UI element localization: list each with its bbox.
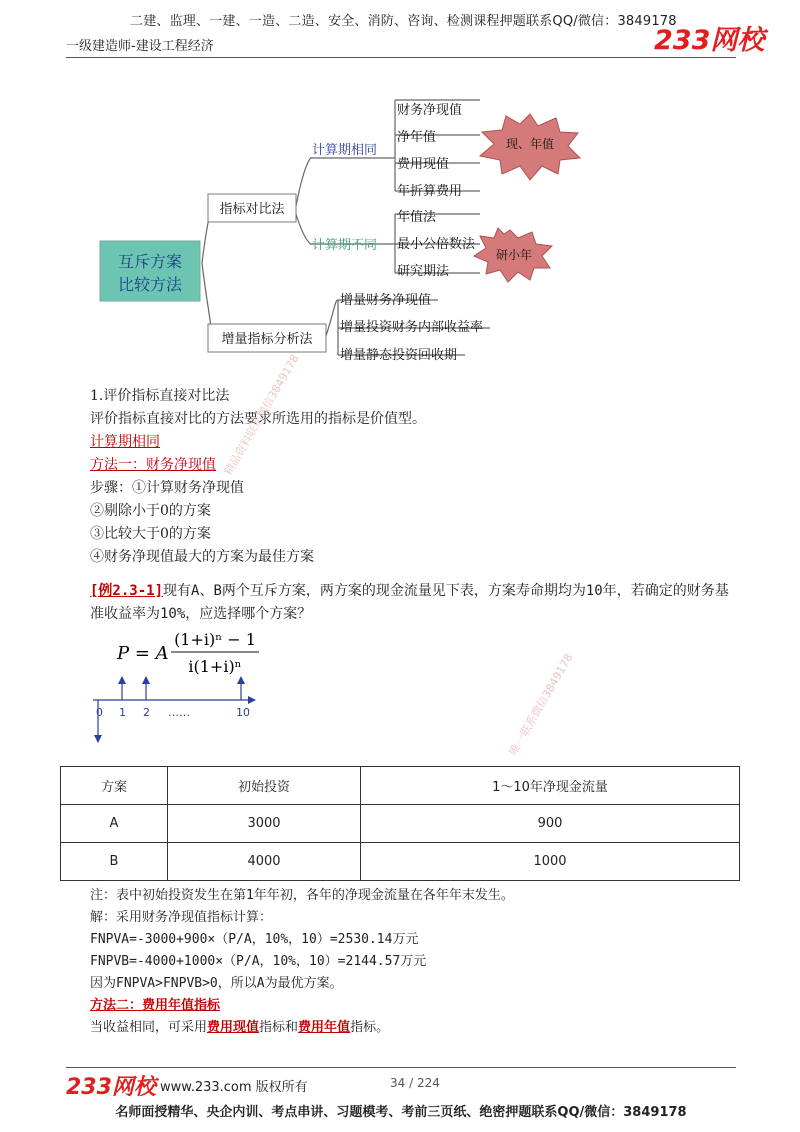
svg-text:2: 2 xyxy=(143,706,150,719)
table-cell: 900 xyxy=(361,805,740,843)
mindmap-leaf: 增量财务净现值 xyxy=(340,293,432,308)
cash-flow-table xyxy=(60,766,740,881)
header-courses: 二建、监理、一建、一造、二造、安全、消防、咨询、检测课程押题联系QQ/微信：3849178 xyxy=(130,14,677,29)
table-header: 1～10年净现金流量 xyxy=(361,767,740,805)
header-logo: 233网校 xyxy=(654,25,765,56)
svg-text:……: …… xyxy=(168,706,190,719)
page-number: 34 / 224 xyxy=(390,1076,440,1090)
mindmap-leaf: 最小公倍数法 xyxy=(397,237,476,252)
table-row xyxy=(61,805,740,843)
svg-text:i(1+i)ⁿ: i(1+i)ⁿ xyxy=(188,657,242,676)
table-header: 初始投资 xyxy=(168,767,361,805)
table-row xyxy=(61,843,740,881)
method1-heading: 方法一：财务净现值 xyxy=(90,457,216,473)
mindmap-branch-incremental: 增量指标分析法 xyxy=(221,332,313,347)
svg-text:10: 10 xyxy=(236,706,250,719)
annuity-formula xyxy=(115,625,275,680)
mindmap-leaf: 年值法 xyxy=(397,210,437,225)
mindmap-leaf: 增量投资财务内部收益率 xyxy=(340,320,484,335)
mindmap-branch-compare: 指标对比法 xyxy=(219,202,285,217)
table-cell: 4000 xyxy=(168,843,361,881)
step-1: 步骤：①计算财务净现值 xyxy=(90,480,244,496)
footer-promo: 名师面授精华、央企内训、考点串讲、习题模考、考前三页纸、绝密押题联系QQ/微信：3849178 xyxy=(115,1105,687,1120)
header-rule xyxy=(66,57,736,58)
solve-line: 解：采用财务净现值指标计算： xyxy=(90,910,273,925)
table-cell: 3000 xyxy=(168,805,361,843)
example-tag: [例2.3-1] xyxy=(90,583,164,599)
mindmap-diff-period: 计算期不同 xyxy=(312,238,378,253)
table-cell: B xyxy=(61,843,168,881)
mindmap-leaf: 增量静态投资回收期 xyxy=(340,348,458,363)
mindmap-root-line2: 比较方法 xyxy=(117,275,183,294)
mindmap-leaf: 财务净现值 xyxy=(397,103,463,118)
section-heading: 1.评价指标直接对比法 xyxy=(90,388,230,404)
compare-line: 因为FNPVA>FNPVB>0，所以A为最优方案。 xyxy=(90,976,343,991)
section-paragraph: 评价指标直接对比的方法要求所选用的指标是价值型。 xyxy=(90,411,426,427)
cash-flow-timeline xyxy=(88,675,268,747)
mindmap-same-period: 计算期相同 xyxy=(312,143,378,158)
table-cell: A xyxy=(61,805,168,843)
last-line: 当收益相同，可采用费用现值指标和费用年值指标。 xyxy=(90,1020,390,1035)
fnpva-line: FNPVA=-3000+900×（P/A，10%，10）=2530.14万元 xyxy=(90,932,419,947)
fnpvb-line: FNPVB=-4000+1000×（P/A，10%，10）=2144.57万元 xyxy=(90,954,427,969)
star-label-1: 现、年值 xyxy=(505,137,555,151)
step-3: ③比较大于0的方案 xyxy=(90,526,211,542)
table-header-row xyxy=(61,767,740,805)
footer-site: www.233.com 版权所有 xyxy=(160,1080,308,1095)
mindmap-leaf: 净年值 xyxy=(397,130,437,145)
mindmap-diagram xyxy=(90,88,650,378)
mindmap-leaf: 研究期法 xyxy=(397,264,450,279)
method2-heading: 方法二：费用年值指标 xyxy=(90,998,221,1013)
mindmap-leaf: 年折算费用 xyxy=(397,184,463,199)
step-2: ②剔除小于0的方案 xyxy=(90,503,211,519)
star-label-2: 研小年 xyxy=(495,248,533,262)
step-4: ④财务净现值最大的方案为最佳方案 xyxy=(90,549,314,565)
mindmap-root-line1: 互斥方案 xyxy=(117,252,183,271)
svg-text:1: 1 xyxy=(119,706,126,719)
example-paragraph xyxy=(90,580,740,626)
same-period-link: 计算期相同 xyxy=(90,434,160,450)
svg-text:P = A: P = A xyxy=(117,643,169,664)
table-header: 方案 xyxy=(61,767,168,805)
header-subtitle: 一级建造师-建设工程经济 xyxy=(66,39,214,54)
svg-text:0: 0 xyxy=(96,706,103,719)
link-fee-pv: 费用现值 xyxy=(207,1020,260,1035)
svg-text:(1+i)ⁿ − 1: (1+i)ⁿ − 1 xyxy=(174,630,256,649)
example-text: 现有A、B两个互斥方案，两方案的现金流量见下表，方案寿命期均为10年，若确定的财务基准收益率为10%，应选择哪个方案？ xyxy=(90,583,729,622)
link-fee-av: 费用年值 xyxy=(298,1020,351,1035)
footer-rule xyxy=(66,1067,736,1068)
notes-block xyxy=(90,885,740,1039)
note-line: 注：表中初始投资发生在第1年年初，各年的净现金流量在各年年末发生。 xyxy=(90,888,514,903)
watermark-1: 精品资料联系微信3849178 xyxy=(221,352,302,478)
footer-logo: 233网校 xyxy=(66,1075,156,1100)
mindmap-leaf: 费用现值 xyxy=(397,157,450,172)
watermark-2: 唯一联系微信3849178 xyxy=(506,651,576,758)
table-cell: 1000 xyxy=(361,843,740,881)
